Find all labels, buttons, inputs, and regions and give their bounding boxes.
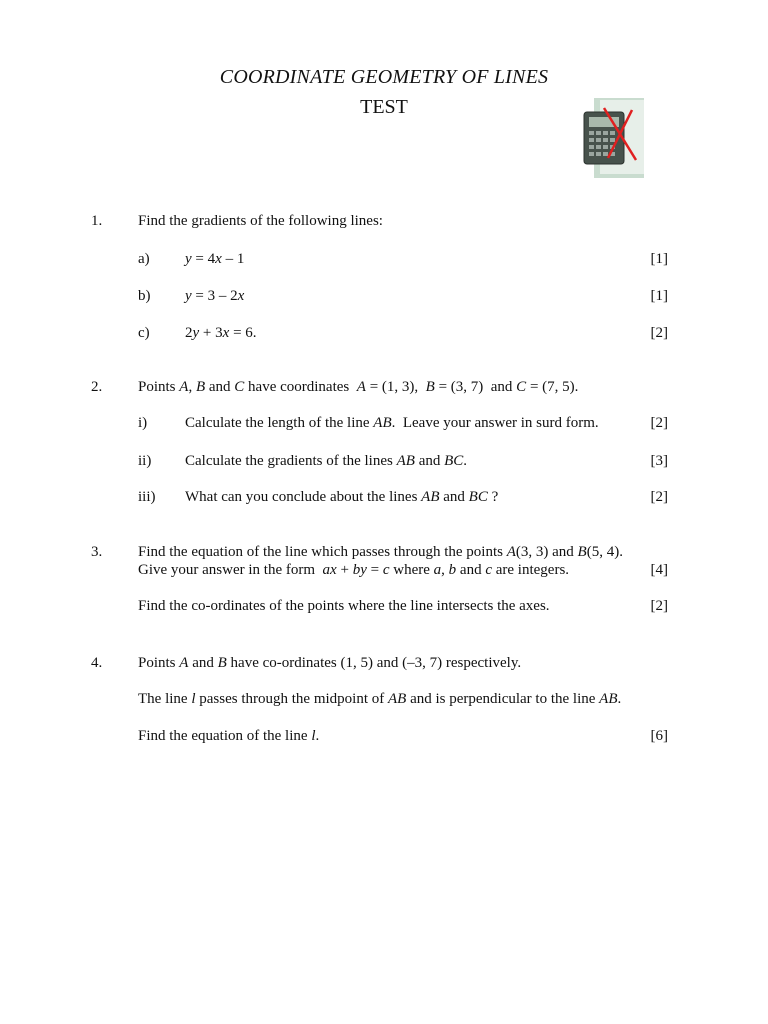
q3-marks: [4] — [650, 562, 668, 578]
q3-number: 3. — [91, 544, 103, 560]
q3-line: Find the co-ordinates of the points where the line intersects the axes. — [138, 598, 550, 614]
q1-prompt: Find the gradients of the following lines: — [138, 213, 383, 229]
q1-part-marks: [1] — [650, 251, 668, 267]
q1-part-expression: y = 3 – 2x — [185, 288, 245, 304]
q4-line: Find the equation of the line l. — [138, 728, 320, 744]
q2-part-text: Calculate the length of the line AB. Leave your answer in surd form. — [185, 415, 599, 431]
q2-part-label: ii) — [138, 453, 152, 469]
q3-line: Find the equation of the line which passes through the points A(3, 3) and B(5, 4). — [138, 544, 623, 560]
q2-part-text: What can you conclude about the lines AB and BC ? — [185, 489, 499, 505]
q3-marks: [2] — [650, 598, 668, 614]
q2-part-marks: [2] — [650, 489, 668, 505]
q2-part-marks: [2] — [650, 415, 668, 431]
q1-part-label: b) — [138, 288, 151, 304]
q1-part-marks: [2] — [650, 325, 668, 341]
page-title: COORDINATE GEOMETRY OF LINES — [219, 66, 549, 88]
q1-part-expression: y = 4x – 1 — [185, 251, 245, 267]
q4-number: 4. — [91, 655, 103, 671]
q1-number: 1. — [91, 213, 103, 229]
q2-number: 2. — [91, 379, 103, 395]
q3-line: Give your answer in the form ax + by = c where a, b and c are integers. — [138, 562, 570, 578]
q4-marks: [6] — [650, 728, 668, 744]
q4-line: Points A and B have co-ordinates (1, 5) and (–3, 7) respectively. — [138, 655, 522, 671]
q1-part-label: a) — [138, 251, 150, 267]
q2-part-label: iii) — [138, 489, 156, 505]
q2-prompt: Points A, B and C have coordinates A = (1, 3), B = (3, 7) and C = (7, 5). — [138, 379, 579, 395]
no-calculator-icon — [580, 96, 646, 180]
q2-part-label: i) — [138, 415, 148, 431]
q1-part-marks: [1] — [650, 288, 668, 304]
q2-part-text: Calculate the gradients of the lines AB and BC. — [185, 453, 468, 469]
page-subtitle: TEST — [360, 96, 408, 118]
q2-part-marks: [3] — [650, 453, 668, 469]
q4-line: The line l passes through the midpoint of AB and is perpendicular to the line AB. — [138, 691, 622, 707]
q1-part-expression: 2y + 3x = 6. — [185, 325, 257, 341]
q1-part-label: c) — [138, 325, 150, 341]
